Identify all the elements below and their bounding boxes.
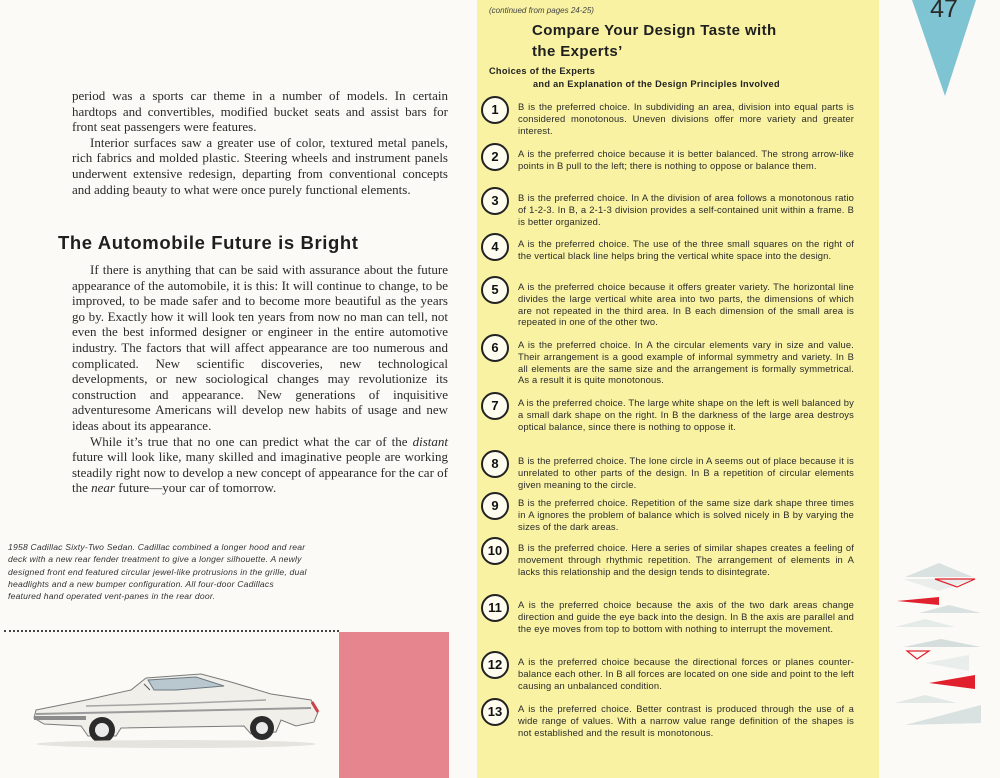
answer-number: 5: [481, 276, 509, 304]
page-number: 47: [930, 0, 958, 23]
answer-number: 8: [481, 450, 509, 478]
future-p2-part-c: future will look like, many skilled and imaginative people are working steadily right now to develop a new concept of appearance for the car of the: [72, 449, 448, 496]
continued-note: (continued from pages 24-25): [489, 6, 594, 15]
answer-number: 2: [481, 143, 509, 171]
answer-number: 13: [481, 698, 509, 726]
panel-subtitle: [489, 65, 780, 90]
panel-title: Compare Your Design Taste with the Experts’: [532, 22, 777, 60]
answer-number: 9: [481, 492, 509, 520]
answer-number: 7: [481, 392, 509, 420]
answer-number: 12: [481, 651, 509, 679]
emphasis-near: near: [91, 480, 115, 496]
answer-number: 11: [481, 594, 509, 622]
future-p2-part-e: future—your car of tomorrow.: [114, 480, 277, 496]
answer-text: A is the preferred choice. In A the circular elements vary in size and value. Their arrangement is a good example of informal symmetry and variety. In B all elements are the same size and the arrangement is formally symmetrical. As a result it is quite monotonous.: [518, 339, 854, 386]
intro-paragraph-2: Interior surfaces saw a greater use of color, textured metal panels, rich fabrics and molded plastic. Steering wheels and instrument panels underwent extensive redesign, departing from conventional concepts and adding beauty to what were once purely functional elements.: [72, 134, 448, 197]
answer-text: B is the preferred choice. In A the division of area follows a monotonous ratio of 1-2-3. In B, a 2-1-3 division provides a self-contained unit within a frame. B is better organized.: [518, 192, 854, 227]
panel-subtitle-line-2: and an Explanation of the Design Principles Involved: [533, 78, 780, 89]
answer-text: A is the preferred choice because it is better balanced. The strong arrow-like points in B pull to the left; there is nothing to oppose or balance them.: [518, 148, 854, 171]
answer-text: B is the preferred choice. Here a series of similar shapes creates a feeling of movement through rhythmic repetition. The arrangement of elements in A lacks this relationship and the design tends to disintegrate.: [518, 542, 854, 577]
answer-number: 10: [481, 537, 509, 565]
answer-number: 1: [481, 96, 509, 124]
answer-number: 3: [481, 187, 509, 215]
answer-text: A is the preferred choice. The large white shape on the left is well balanced by a small dark shape on the right. In B the darkness of the large area destroys optical balance, since there is nothing to oppose it.: [518, 397, 854, 432]
decorative-arrows: [895, 555, 987, 730]
answer-text: B is the preferred choice. Repetition of the same size dark shape three times in A ignores the problem of balance which is solved nicely in B by varying the sizes of the dark areas.: [518, 497, 854, 532]
photo-caption: 1958 Cadillac Sixty-Two Sedan. Cadillac combined a longer hood and rear deck with a new rear fender treatment to give a longer silhouette. A newly designed front end featured circular jewel-like protrusions in the grille, dual headlights and a new bumper configuration. All four-door Cadillacs featured hand operated vent-panes in the rear door.: [8, 542, 307, 602]
section-heading: The Automobile Future is Bright: [58, 232, 359, 253]
future-p2-part-a: While it’s true that no one can predict what the car of the: [90, 433, 413, 449]
answer-text: A is the preferred choice because the axis of the two dark areas change direction and guide the eye back into the design. In B the axis are parallel and the eye moves from top to bottom with nothing to interrupt the movement.: [518, 599, 854, 634]
answer-text: A is the preferred choice because the directional forces or planes counter-balance each other. In B all forces are located on one side and point to the left causing an unbalanced condition.: [518, 656, 854, 691]
future-paragraph-2: [72, 434, 448, 496]
color-swatch: [339, 632, 449, 778]
answer-text: B is the preferred choice. The lone circle in A seems out of place because it is unrelated to other parts of the design. In B a repetition of circular elements given meaning to the circle.: [518, 455, 854, 490]
answer-number: 4: [481, 233, 509, 261]
answer-text: B is the preferred choice. In subdividing an area, division into equal parts is considered monotonous. Uneven divisions offer more variety and greater interest.: [518, 101, 854, 136]
car-illustration: [26, 660, 326, 756]
answer-text: A is the preferred choice because it offers greater variety. The horizontal line divides the large vertical white area into two parts, the dimensions of which are not repeated in the third area. In B each dimension of the small area is repeated in one of the other two.: [518, 281, 854, 328]
intro-text: [72, 88, 448, 197]
future-text: [72, 262, 448, 496]
intro-paragraph-1: period was a sports car theme in a number of models. In certain hardtops and convertibles, modified bucket seats and assist bars for front seat passengers were features.: [72, 88, 448, 135]
answer-text: A is the preferred choice. The use of the three small squares on the right of the vertical black line helps bring the vertical white space into the design.: [518, 238, 854, 261]
answer-number: 6: [481, 334, 509, 362]
dotted-divider: [4, 630, 339, 632]
answer-text: A is the preferred choice. Better contrast is produced through the use of a wide range of values. With a narrow value range definition of the shapes is not established and the result is monotonous.: [518, 703, 854, 738]
future-paragraph-1: If there is anything that can be said with assurance about the future appearance of the automobile, it is this: It will continue to change, to be improved, to be made safer and to become more beautiful as the years go by. Exactly how it will look ten years from now no man can tell, not even the best informed designer or engineer in the entire automotive industry. The factors that will affect appearance are too numerous and complicated. New scientific discoveries, new technological developments, or new sociological changes may revolutionize its construction and appearance. New generations of inquisitive adventuresome Americans will develop new habits of usage and new ideas about its appearance.: [72, 262, 448, 433]
panel-subtitle-line-1: Choices of the Experts: [489, 66, 596, 76]
emphasis-distant: distant: [412, 433, 448, 449]
